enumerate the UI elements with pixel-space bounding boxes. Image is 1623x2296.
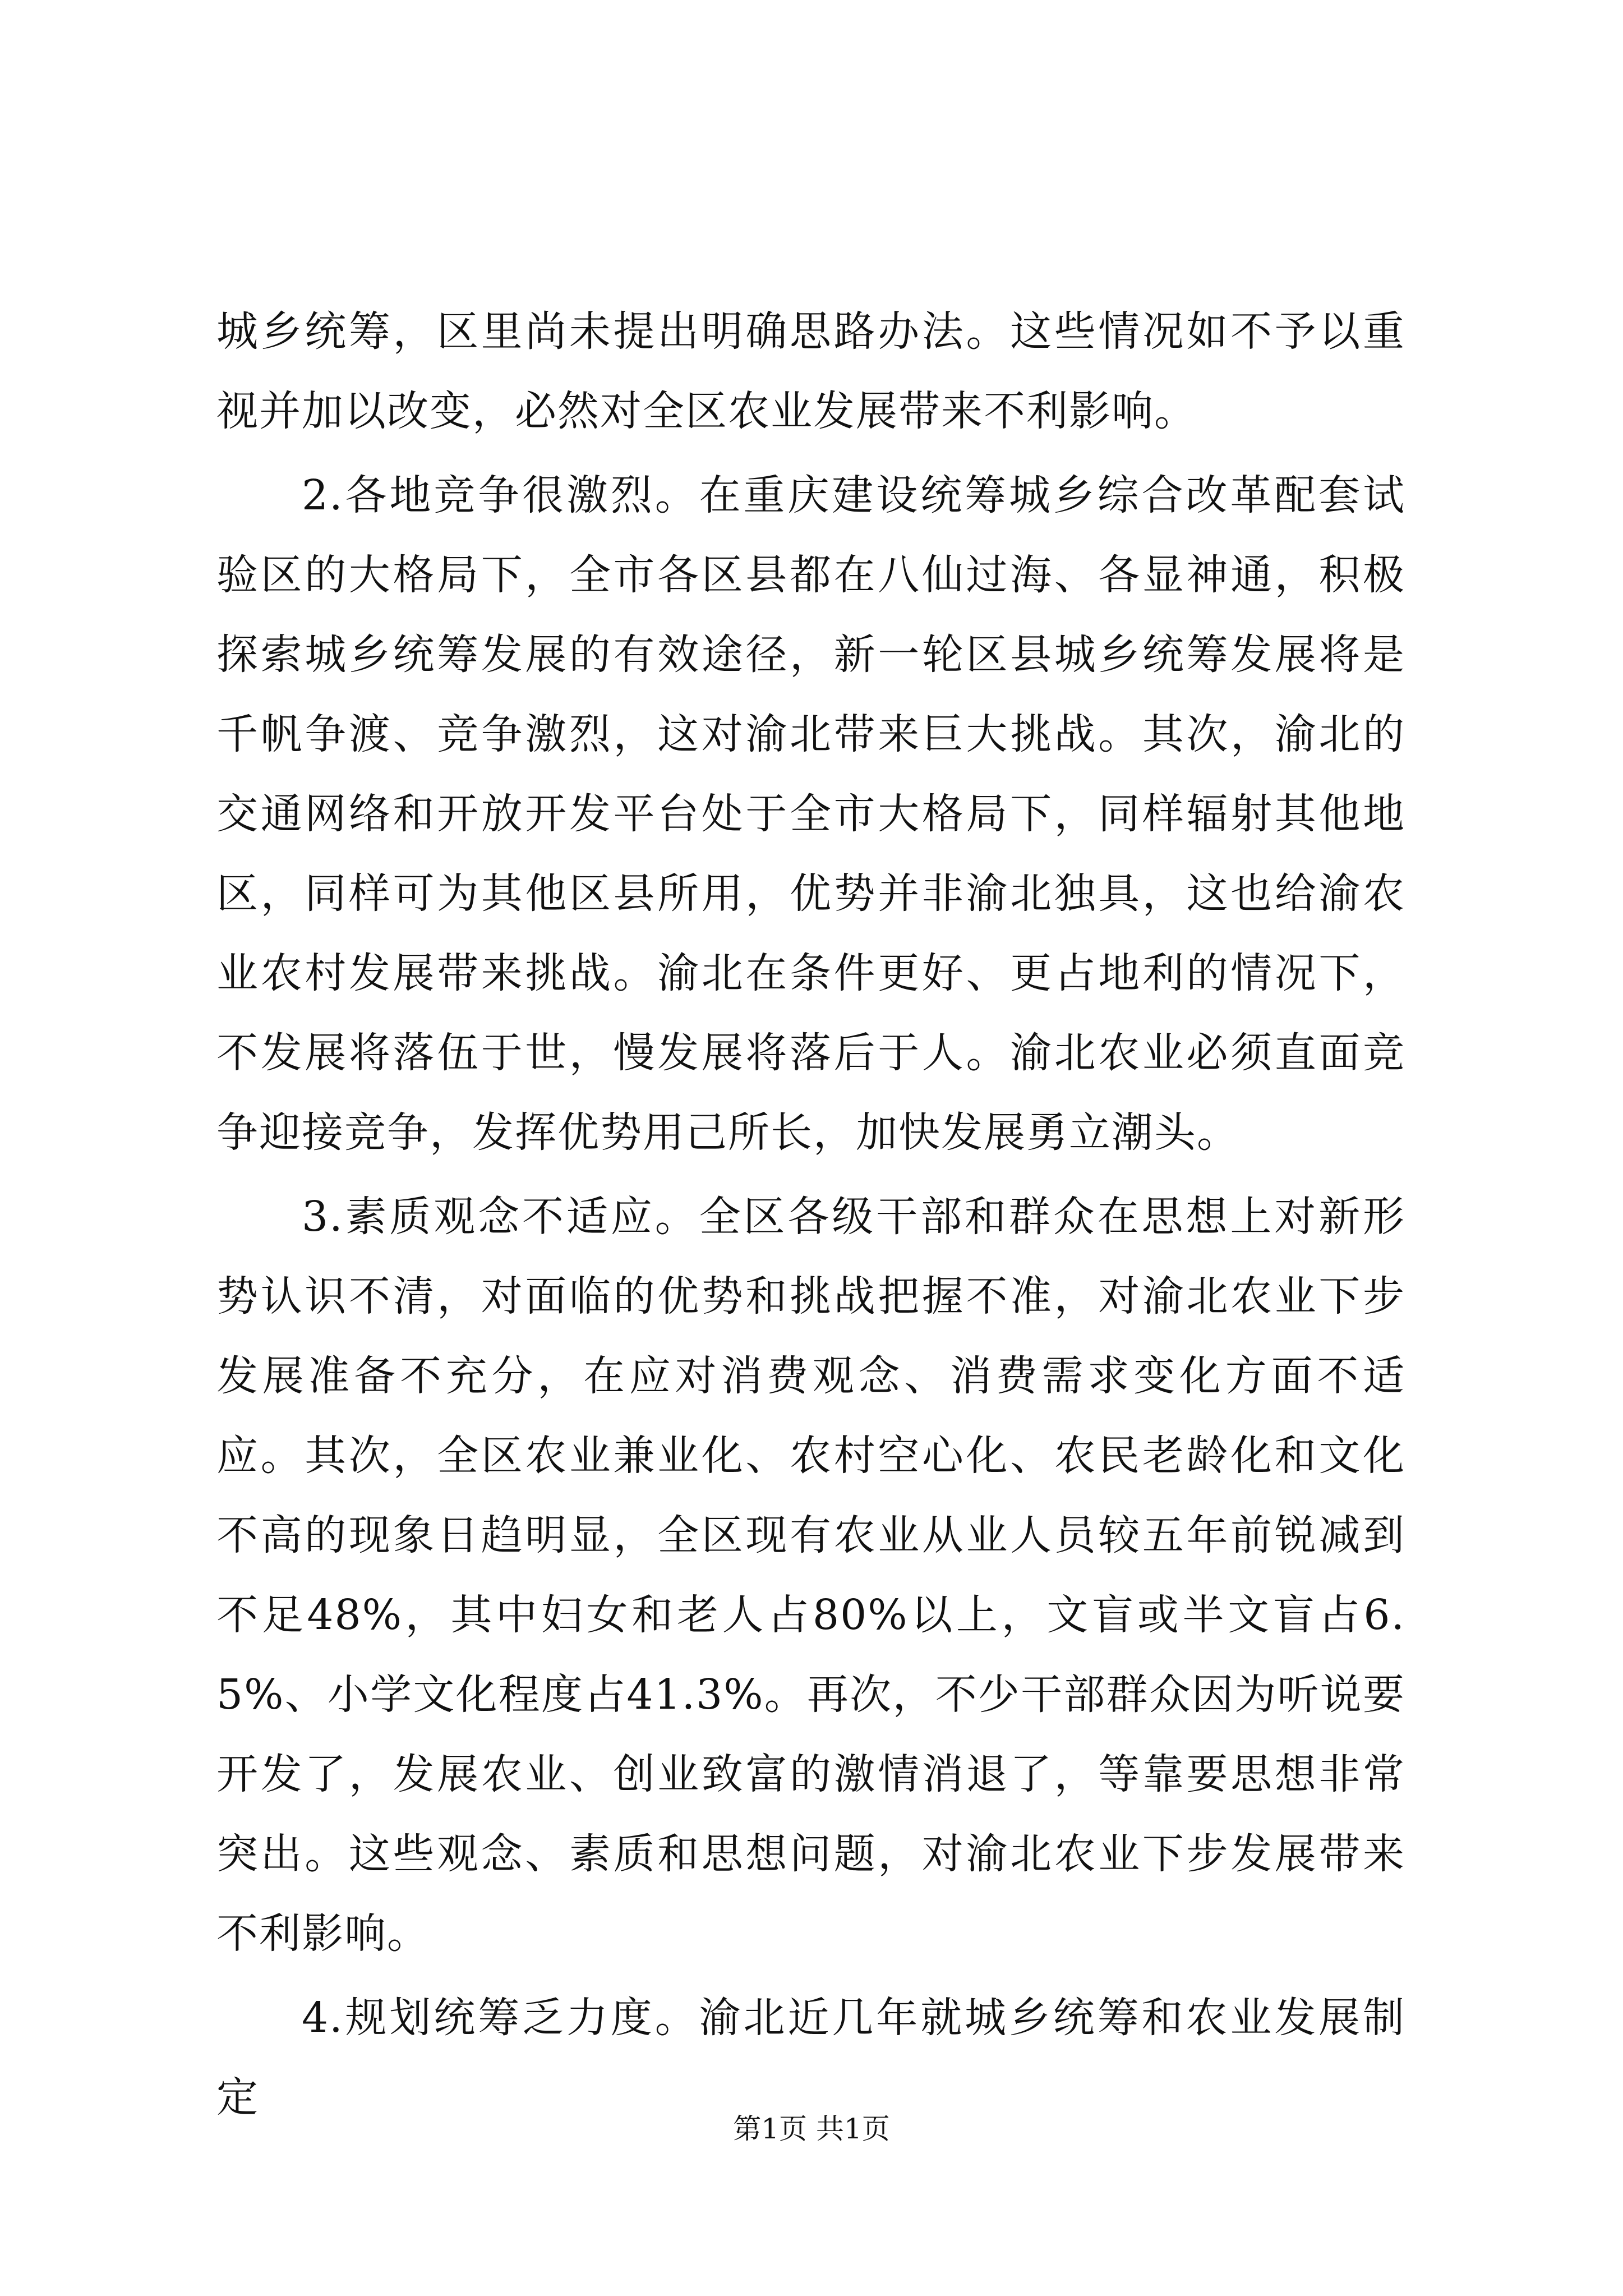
paragraph-2: 2.各地竞争很激烈。在重庆建设统筹城乡综合改革配套试验区的大格局下，全市各区县都在八仙过海、各显神通，积极探索城乡统筹发展的有效途径，新一轮区县城乡统筹发展将是千帆争渡、竞争激烈，这对渝北带来巨大挑战。其次，渝北的交通网络和开放开发平台处于全市大格局下，同样辐射其他地区，同样可为其他区县所用，优势并非渝北独具，这也给渝农业农村发展带来挑战。渝北在条件更好、更占地利的情况下，不发展将落伍于世，慢发展将落后于人。渝北农业必须直面竞争迎接竞争，发挥优势用己所长，加快发展勇立潮头。 xyxy=(216,471,1405,1157)
paragraph-3: 3.素质观念不适应。全区各级干部和群众在思想上对新形势认识不清，对面临的优势和挑战把握不准，对渝北农业下步发展准备不充分，在应对消费观念、消费需求变化方面不适应。其次，全区农业兼业化、农村空心化、农民老龄化和文化不高的现象日趋明显，全区现有农业从业人员较五年前锐减到不足48%，其中妇女和老人占80%以上，文盲或半文盲占6.5%、小学文化程度占41.3%。再次，不少干部群众因为听说要开发了，发展农业、创业致富的激情消退了，等靠要思想非常突出。这些观念、素质和思想问题，对渝北农业下步发展带来不利影响。 xyxy=(216,1193,1405,1958)
paragraph-4: 4.规划统筹乏力度。渝北近几年就城乡统筹和农业发展制定 xyxy=(216,1994,1405,2122)
body-text xyxy=(216,292,1405,2137)
paragraph-1: 城乡统筹，区里尚未提出明确思路办法。这些情况如不予以重视并加以改变，必然对全区农业发展带来不利影响。 xyxy=(216,307,1405,435)
page-footer: 第1页 共1页 xyxy=(733,2113,890,2145)
